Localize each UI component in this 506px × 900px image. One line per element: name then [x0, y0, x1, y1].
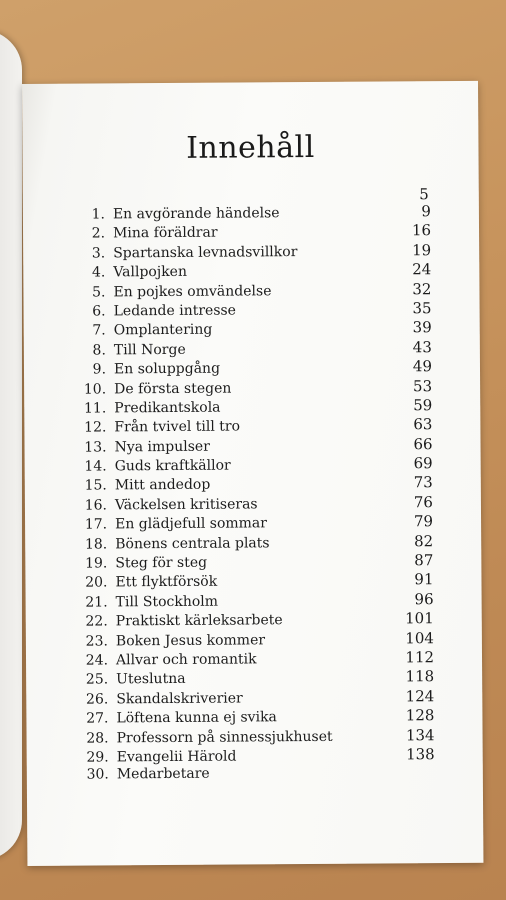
chapter-number: 11.	[83, 400, 107, 417]
chapter-title: Löftena kunna ej svika	[116, 709, 277, 727]
chapter-title: Evangelii Härold	[116, 748, 237, 766]
chapter-title: Predikantskola	[114, 399, 221, 417]
chapter-number: 18.	[84, 536, 108, 553]
toc-entry	[83, 474, 433, 496]
chapter-title: Bönens centrala plats	[115, 534, 270, 553]
toc-entry	[84, 706, 434, 728]
chapter-title: Mitt andedop	[114, 477, 211, 494]
chapter-page-number: 118	[405, 667, 435, 686]
chapter-page-number: 19	[412, 240, 432, 260]
chapter-page-number: 39	[412, 318, 432, 337]
chapter-title: Boken Jesus kommer	[115, 631, 266, 649]
chapter-number: 26.	[85, 691, 109, 708]
toc-entry	[83, 454, 433, 476]
chapter-page-number: 73	[413, 473, 433, 492]
chapter-number: 27.	[86, 710, 109, 727]
chapter-number: 9.	[92, 361, 107, 378]
chapter-title: Nya impulser	[114, 438, 210, 456]
chapter-page-number: 66	[413, 434, 433, 453]
chapter-number: 10.	[83, 380, 107, 398]
toc-entry	[82, 318, 432, 340]
chapter-number: 13.	[84, 439, 107, 456]
chapter-number: 12.	[84, 419, 107, 436]
chapter-page-number: 63	[413, 415, 433, 434]
toc-entry	[82, 396, 432, 418]
chapter-title: Uteslutna	[116, 671, 186, 688]
chapter-page-number: 101	[405, 609, 434, 628]
chapter-number: 4.	[91, 264, 106, 281]
toc-entry	[82, 377, 432, 399]
toc-entry	[85, 764, 435, 786]
chapter-title: Medarbetare	[116, 766, 210, 783]
toc-entry	[83, 512, 433, 534]
chapter-number: 25.	[85, 671, 109, 688]
chapter-page-number: 134	[405, 725, 435, 744]
chapter-title: Professorn på sinnessjukhuset	[116, 728, 333, 746]
chapter-page-number: 96	[414, 589, 434, 609]
toc-entry	[84, 726, 434, 748]
chapter-number: 3.	[91, 245, 106, 262]
toc-entry	[82, 338, 432, 360]
chapter-number: 23.	[85, 633, 108, 650]
chapter-number: 2.	[91, 225, 106, 242]
chapter-number: 6.	[92, 303, 106, 320]
chapter-number: 17.	[84, 516, 108, 533]
chapter-page-number: 53	[412, 376, 433, 395]
toc-entry	[82, 415, 432, 437]
chapter-page-number: 9	[421, 202, 431, 221]
chapter-title: Till Norge	[113, 341, 186, 359]
chapter-page-number: 138	[405, 745, 435, 764]
chapter-number: 15.	[84, 477, 107, 495]
chapter-title: Spartanska levnadsvillkor	[113, 243, 298, 262]
chapter-page-number: 124	[405, 686, 435, 706]
chapter-title: Vallpojken	[113, 264, 188, 281]
chapter-title: Praktiskt kärleksarbete	[115, 612, 283, 630]
chapter-page-number: 59	[413, 396, 433, 415]
chapter-title: En pojkes omvändelse	[113, 282, 272, 300]
chapter-number: 1.	[91, 206, 105, 223]
chapter-page-number: 112	[405, 648, 435, 667]
chapter-title: Allvar och romantik	[115, 651, 257, 669]
toc-entry	[82, 357, 432, 379]
toc-entry	[85, 745, 435, 767]
toc-entry	[84, 687, 434, 709]
chapter-page-number: 79	[413, 512, 434, 531]
toc-entry	[81, 241, 431, 263]
chapter-title: En avgörande händelse	[112, 205, 280, 223]
chapter-number: 5.	[92, 283, 106, 301]
chapter-page-number: 76	[413, 493, 433, 512]
chapter-number: 28.	[86, 729, 109, 747]
chapter-page-number: 104	[405, 628, 434, 647]
chapter-number: 7.	[92, 322, 106, 339]
chapter-page-number: 35	[412, 299, 432, 318]
toc-entry	[81, 202, 431, 224]
chapter-title: Ledande intresse	[113, 302, 237, 320]
intro-page-number: 5	[419, 185, 429, 204]
chapter-page-number: 128	[405, 706, 435, 725]
chapter-number: 22.	[85, 613, 108, 630]
chapter-title: Omplantering	[113, 322, 213, 339]
toc-entry	[83, 571, 433, 593]
toc-entry	[82, 299, 432, 321]
chapter-title: Väckelsen kritiseras	[114, 496, 258, 514]
toc-entry	[83, 551, 433, 573]
toc-entry	[82, 435, 432, 457]
chapter-page-number: 69	[413, 454, 433, 473]
chapter-title: Ett flyktförsök	[115, 574, 218, 591]
toc-entry	[83, 493, 433, 515]
chapter-title: En glädjefull sommar	[115, 515, 268, 533]
chapter-page-number: 16	[411, 221, 432, 240]
toc-entry	[81, 222, 431, 244]
chapter-number: 14.	[84, 458, 107, 475]
chapter-page-number: 82	[414, 531, 434, 550]
chapter-page-number: 32	[412, 279, 432, 298]
chapter-title: En soluppgång	[113, 360, 221, 378]
chapter-page-number: 49	[412, 357, 433, 376]
chapter-number: 20.	[85, 574, 108, 591]
toc-entry	[81, 280, 431, 302]
toc-entry	[84, 609, 434, 631]
toc-entry	[84, 648, 434, 670]
chapter-number: 30.	[86, 766, 109, 783]
chapter-number: 8.	[92, 342, 106, 359]
chapter-title: Steg för steg	[115, 554, 208, 572]
chapter-page-number: 87	[414, 551, 434, 570]
chapter-title: Guds kraftkällor	[114, 457, 231, 475]
previous-page-edge	[0, 30, 22, 860]
chapter-number: 29.	[86, 749, 109, 766]
chapter-number: 19.	[85, 555, 108, 572]
chapter-title: De första stegen	[114, 380, 232, 397]
toc-entry	[81, 260, 431, 282]
chapter-page-number: 43	[412, 337, 432, 357]
chapter-page-number: 24	[412, 260, 432, 279]
toc-entry	[84, 629, 434, 651]
chapter-number: 21.	[85, 594, 108, 611]
toc-entry	[84, 668, 434, 690]
chapter-title: Till Stockholm	[115, 593, 219, 611]
page-title: Innehåll	[186, 129, 315, 166]
chapter-number: 16.	[84, 497, 107, 514]
chapter-title: Från tvivel till tro	[114, 418, 241, 436]
toc-entry	[84, 590, 434, 612]
chapter-number: 24.	[85, 652, 109, 669]
toc-entry	[83, 532, 433, 554]
chapter-page-number: 91	[414, 570, 434, 589]
table-of-contents	[81, 202, 435, 786]
chapter-title: Skandalskriverier	[116, 690, 243, 708]
book-page	[22, 81, 483, 866]
chapter-title: Mina föräldrar	[112, 225, 218, 242]
